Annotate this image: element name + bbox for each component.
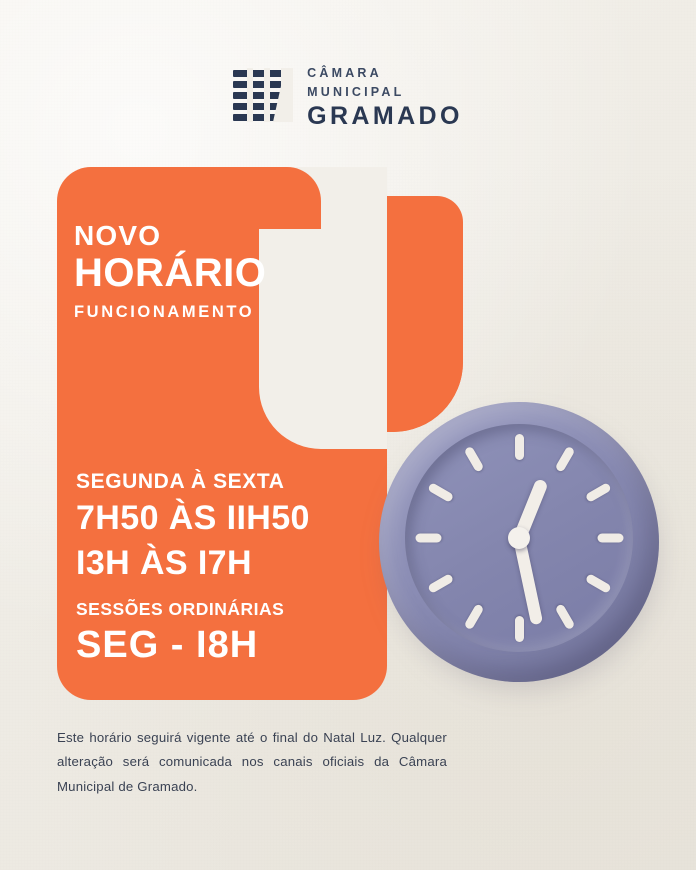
clock-center-cap <box>508 527 530 549</box>
clock-tick-8 <box>427 573 454 594</box>
headline-line-2: HORÁRIO <box>74 251 267 295</box>
clock-tick-11 <box>463 446 484 473</box>
sessions-label: SESSÕES ORDINÁRIAS <box>76 598 285 619</box>
camara-gramado-mark-icon <box>233 68 293 122</box>
footer-note: Este horário seguirá vigente até o final do Natal Luz. Qualquer alteração será comunicada nos canais oficiais da Câmara Municipal de Gramado. <box>57 730 447 794</box>
clock-tick-6 <box>515 616 524 642</box>
headline-line-1: NOVO <box>74 220 162 251</box>
clock-face <box>405 424 633 652</box>
sessions-time: SEG - I8H <box>76 623 259 666</box>
clock-tick-9 <box>415 534 441 543</box>
logo-wordmark <box>307 64 463 129</box>
clock-tick-10 <box>427 482 454 503</box>
clock-tick-1 <box>554 446 575 473</box>
afternoon-hours: I3H ÀS I7H <box>76 544 252 583</box>
headline <box>74 222 266 322</box>
clock-tick-2 <box>584 482 611 503</box>
hours-block <box>76 470 310 667</box>
clock-tick-3 <box>597 534 623 543</box>
clock-tick-7 <box>463 603 484 630</box>
logo-line-2: MUNICIPAL <box>307 84 405 99</box>
clock-body <box>379 402 659 682</box>
clock-illustration <box>371 396 673 698</box>
clock-minute-hand <box>513 537 543 626</box>
clock-tick-4 <box>584 573 611 594</box>
logo-line-3: GRAMADO <box>307 102 463 130</box>
logo <box>0 64 696 129</box>
logo-line-1: CÂMARA <box>307 66 382 80</box>
clock-tick-12 <box>515 434 524 460</box>
weekday-label: SEGUNDA À SEXTA <box>76 470 285 493</box>
clock-tick-5 <box>554 603 575 630</box>
morning-hours: 7H50 ÀS IIH50 <box>76 499 310 537</box>
headline-line-3: FUNCIONAMENTO <box>74 303 255 322</box>
